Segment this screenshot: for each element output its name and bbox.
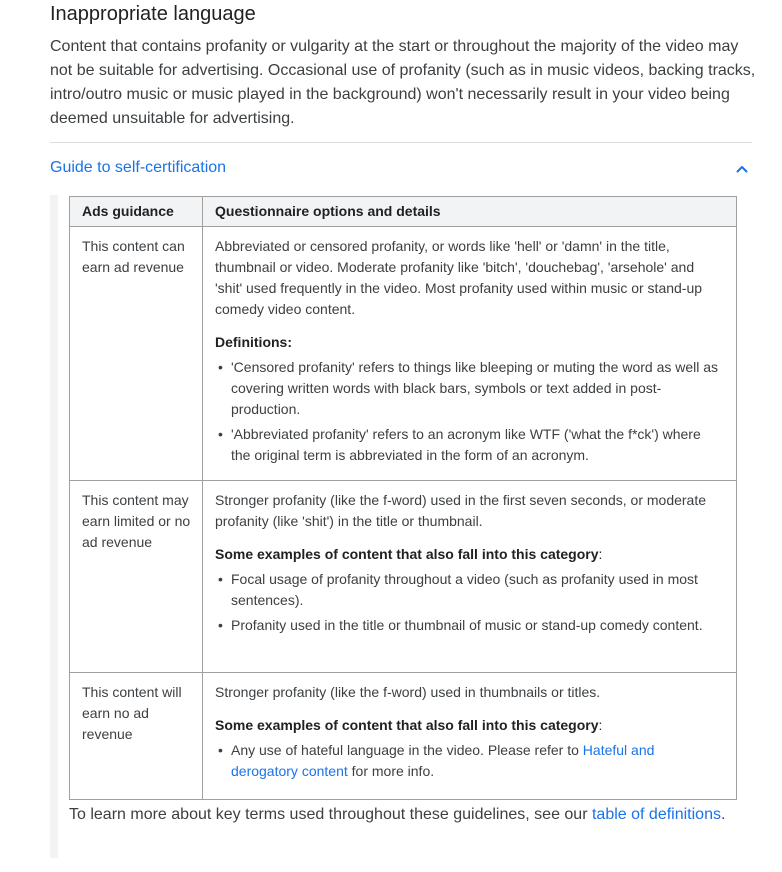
list-item: • 'Abbreviated profanity' refers to an acronym like WTF ('what the f*ck') where the original term is abbreviated in the form of an acronym. — [231, 424, 722, 466]
details-cell — [203, 481, 737, 673]
chevron-up-icon[interactable] — [734, 161, 750, 177]
bullet-suffix: for more info. — [347, 763, 435, 779]
table-row — [70, 481, 737, 673]
header-ads-guidance: Ads guidance — [70, 197, 203, 227]
examples-heading — [215, 715, 722, 736]
list-item: • Profanity used in the title or thumbnail of music or stand-up comedy content. — [231, 615, 722, 636]
divider — [50, 142, 752, 143]
examples-heading-text: Some examples of content that also fall into this category — [215, 717, 599, 733]
expander-panel-bar — [50, 195, 58, 858]
examples-heading-colon: : — [598, 546, 603, 562]
table-header-row — [70, 197, 737, 227]
details-text: Abbreviated or censored profanity, or words like 'hell' or 'damn' in the title, thumbnail or video. Moderate profanity like 'bitch', 'douchebag', 'arsehole' and 'shit' used frequently in the video. Most profanity used within music or stand-up comedy video content. — [215, 238, 703, 317]
hateful-content-link[interactable]: Hateful and derogatory content — [231, 742, 655, 779]
guidance-cell: This content will earn no ad revenue — [70, 673, 203, 800]
section-title: Inappropriate language — [50, 3, 256, 25]
details-text: Stronger profanity (like the f-word) used in the first seven seconds, or moderate profanity (like 'shit') in the title or thumbnail. — [215, 492, 707, 529]
examples-heading-colon: : — [598, 717, 603, 733]
examples-heading — [215, 544, 722, 565]
bullet-prefix: Any use of hateful language in the video. Please refer to — [231, 742, 583, 758]
list-item: • 'Censored profanity' refers to things like bleeping or muting the word as well as covering written words with black bars, symbols or text added in post-production. — [231, 357, 722, 420]
table-row — [70, 227, 737, 481]
examples-list — [215, 569, 722, 636]
details-cell — [203, 227, 737, 481]
section-intro: Content that contains profanity or vulgarity at the start or throughout the majority of the video may not be suitable for advertising. Occasional use of profanity (such as in music videos, backing tracks, intro/outro music or music played in the background) won't necessarily result in your video being deemed unsuitable for advertising. — [50, 38, 756, 127]
footer-note — [69, 803, 729, 827]
header-questionnaire: Questionnaire options and details — [203, 197, 737, 227]
self-certification-expander[interactable] — [50, 154, 752, 184]
footer-prefix: To learn more about key terms used throughout these guidelines, see our — [69, 806, 592, 823]
ads-guidance-table — [69, 196, 737, 800]
definitions-link[interactable]: table of definitions — [591, 806, 721, 823]
details-cell — [203, 673, 737, 800]
list-item: • Focal usage of profanity throughout a video (such as profanity used in most sentences). — [231, 569, 722, 611]
examples-heading-text: Some examples of content that also fall into this category — [215, 546, 599, 562]
examples-list — [215, 740, 722, 782]
table-row — [70, 673, 737, 800]
definitions-heading: Definitions: — [215, 334, 292, 350]
expander-label[interactable]: Guide to self-certification — [50, 159, 227, 176]
definitions-list — [215, 357, 722, 466]
details-text: Stronger profanity (like the f-word) used in thumbnails or titles. — [215, 684, 601, 700]
footer-suffix: . — [720, 806, 726, 823]
guidance-cell: This content can earn ad revenue — [70, 227, 203, 481]
guidance-cell: This content may earn limited or no ad revenue — [70, 481, 203, 673]
list-item — [231, 740, 722, 782]
